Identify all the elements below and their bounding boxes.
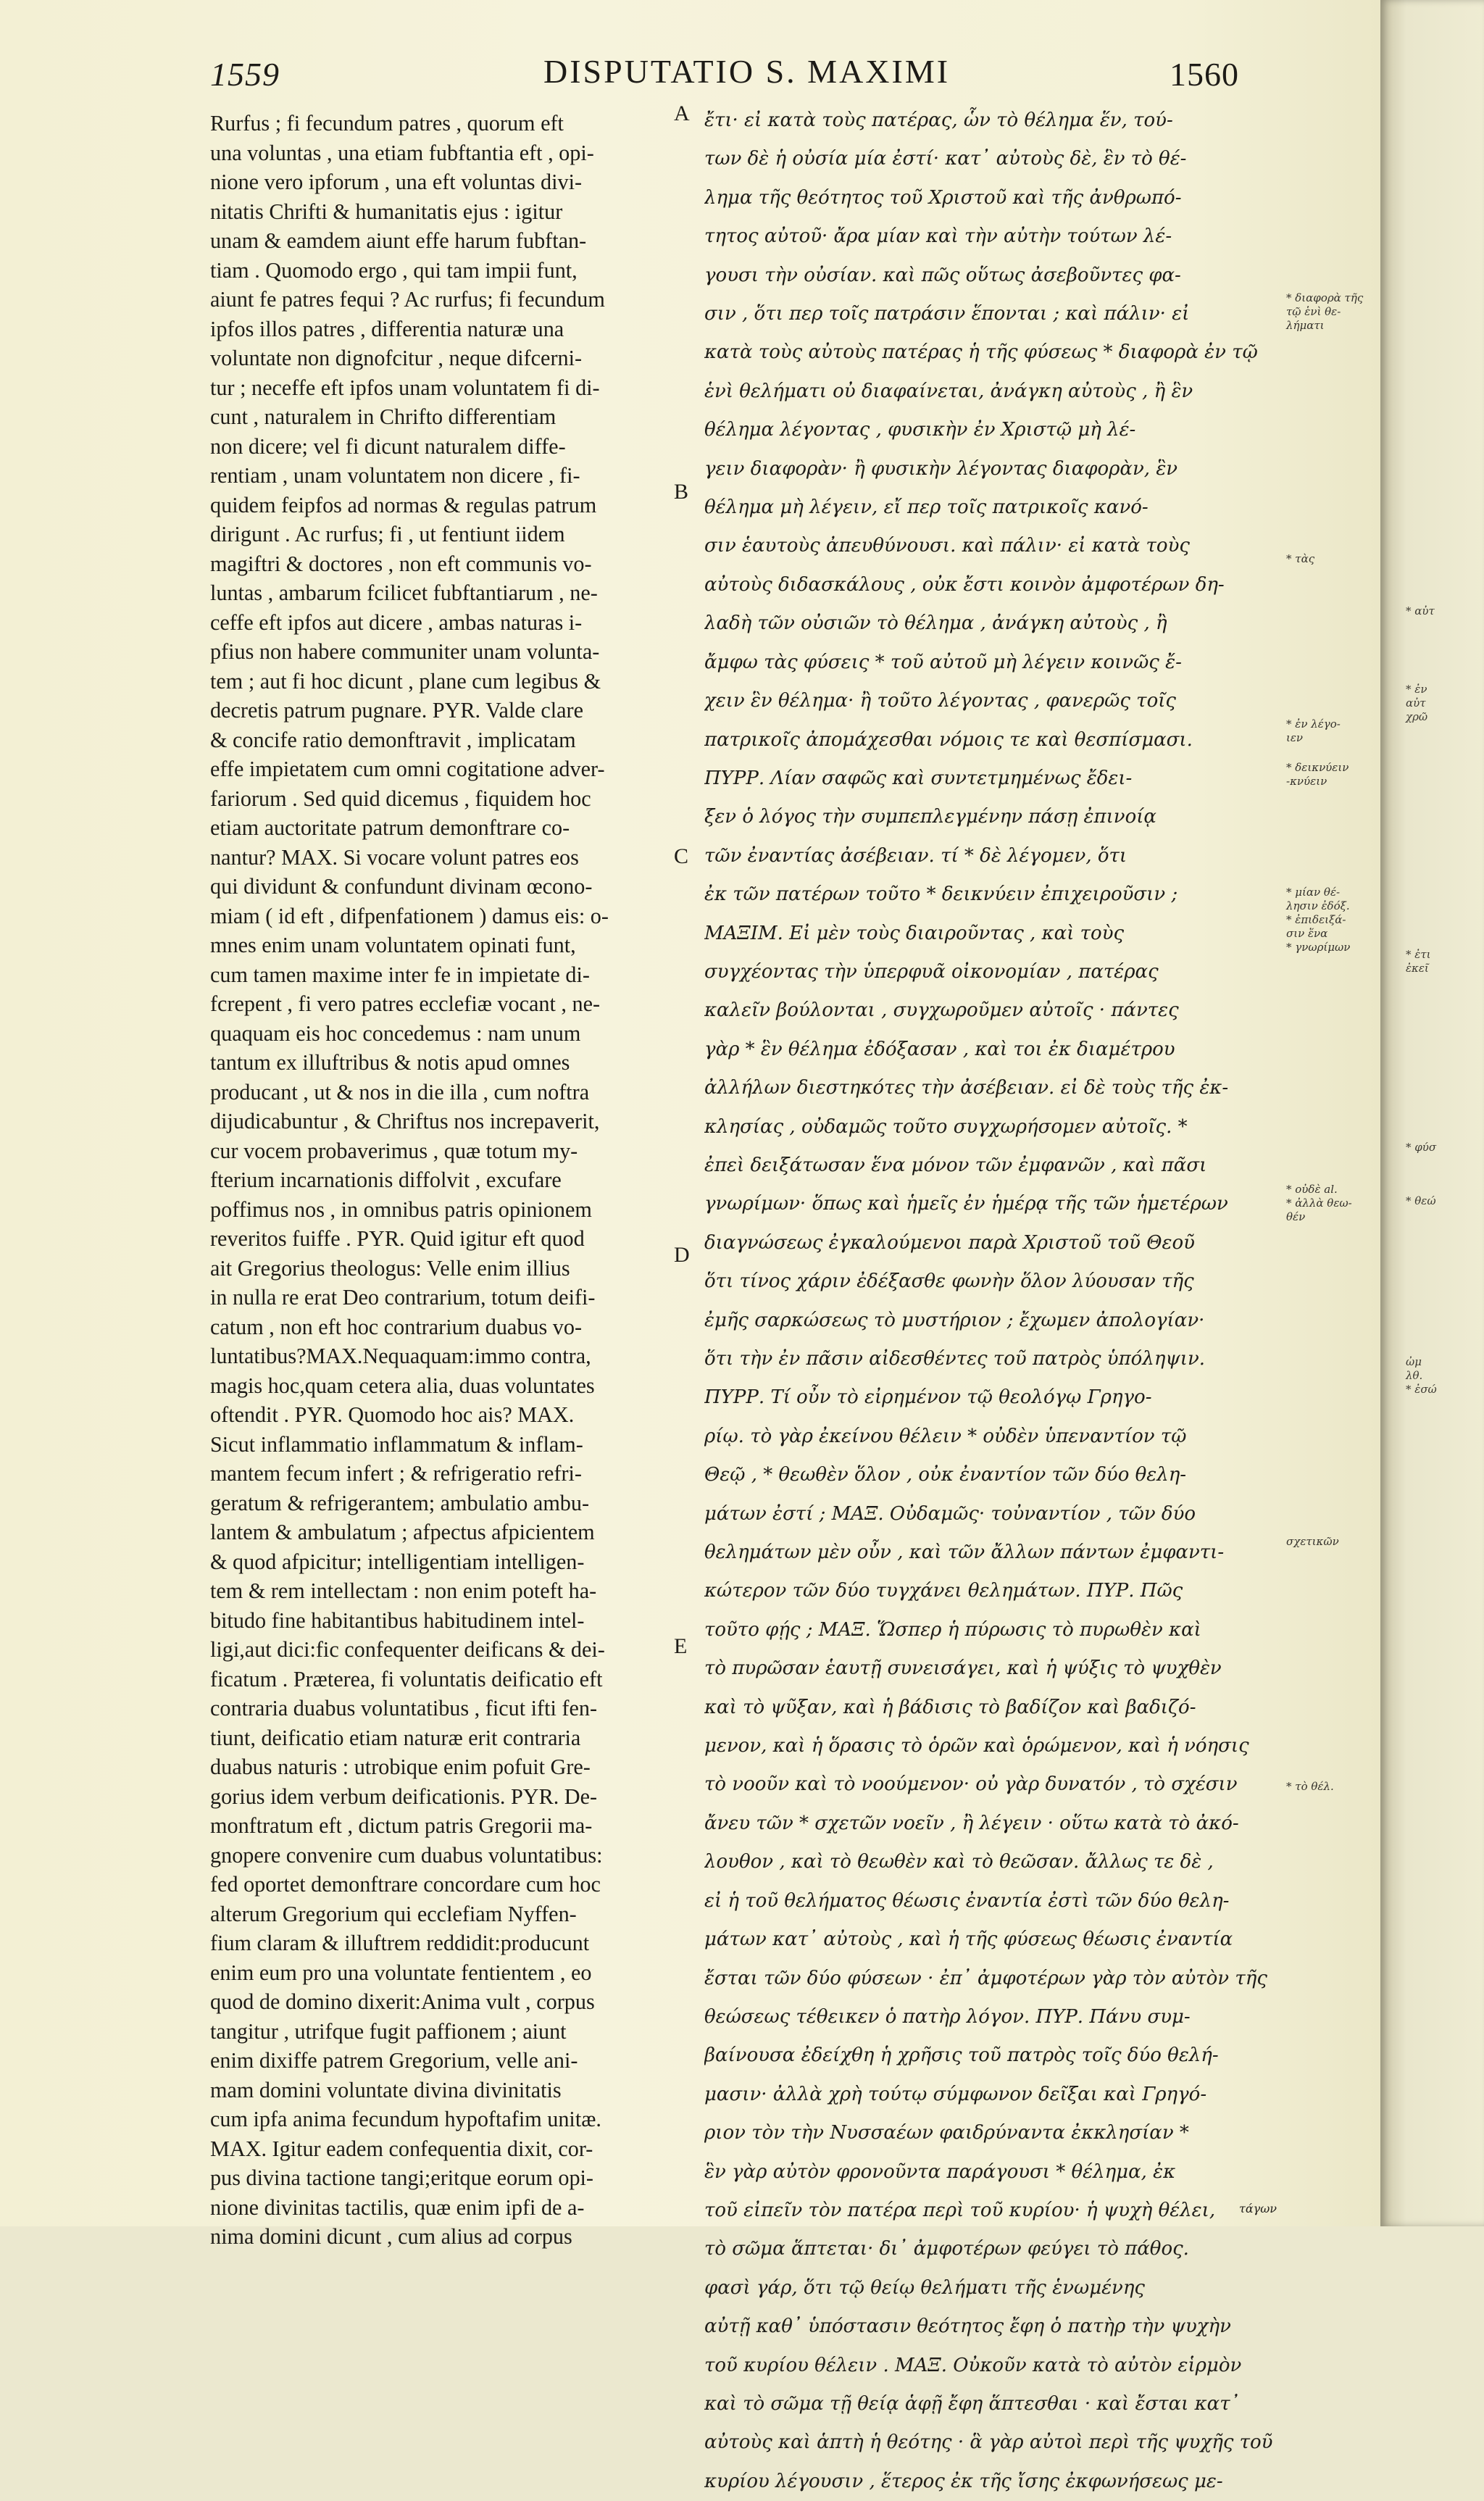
- latin-text-line: tem & rem intellectam : non enim poteft ha-: [210, 1578, 597, 1603]
- latin-text-line: ceffe eft ipfos aut dicere , ambas naturas i-: [210, 609, 583, 635]
- latin-text-line: ipfos illos patres , differentia naturæ una: [210, 316, 564, 341]
- latin-text-line: tangitur , utrifque fugit paffionem ; aiunt: [210, 2018, 567, 2044]
- greek-text-line: καλεῖν βούλονται , συγχωροῦμεν αὐτοῖς · πάντες: [704, 999, 1179, 1022]
- latin-text-line: catum , non eft hoc contrarium duabus vo-: [210, 1314, 583, 1339]
- greek-text-line: ΜΑΞΙΜ. Εἰ μὲν τοὺς διαιροῦντας , καὶ τοὺς: [704, 922, 1125, 944]
- latin-text-line: dirigunt . Ac rurfus; fi , ut fentiunt iidem: [210, 522, 565, 546]
- edge-note-line: * ἐσώ: [1406, 1383, 1437, 1396]
- greek-text-line: τητος αὐτοῦ· ἄρα μίαν καὶ τὴν αὐτὴν τούτων λέ-: [704, 225, 1172, 248]
- latin-text-line: mam domini voluntate divina divinitatis: [210, 2077, 562, 2102]
- greek-text-line: ριον τὸν τὴν Νυσσαέων φαιδρύναντα ἐκκλησίαν *: [704, 2122, 1189, 2144]
- latin-text-line: oftendit . PYR. Quomodo hoc ais? MAX.: [210, 1402, 575, 1427]
- latin-text-line: nione divinitas tactilis, quæ enim ipfi de a-: [210, 2194, 585, 2220]
- greek-text-line: των δὲ ἡ οὐσία μία ἐστί· κατ᾽ αὐτοὺς δὲ, ἓν τὸ θέ-: [704, 148, 1187, 170]
- greek-text-line: αὐτοὺς διδασκάλους , οὐκ ἔστι κοινὸν ἀμφοτέρων δη-: [704, 573, 1225, 596]
- edge-note-line: * αὐτ: [1406, 604, 1435, 617]
- greek-text-line: ἓν γὰρ αὐτὸν φρονοῦντα παράγουσι * θέλημα, ἐκ: [704, 2160, 1176, 2183]
- greek-text-line: αὐτῇ καθ᾽ ὑπόστασιν θεότητος ἔφη ὁ πατὴρ τὴν ψυχὴν: [704, 2315, 1231, 2338]
- greek-text-line: φασὶ γάρ, ὅτι τῷ θείῳ θελήματι τῆς ἑνωμένης: [704, 2276, 1145, 2299]
- latin-text-line: qui dividunt & confundunt divinam œcono-: [210, 874, 593, 899]
- edge-note: [1406, 683, 1482, 724]
- margin-note: [1286, 552, 1380, 566]
- greek-text-line: θέλημα λέγοντας , φυσικὴν ἐν Χριστῷ μὴ λέ-: [704, 419, 1136, 441]
- greek-text-line: μασιν· ἀλλὰ χρὴ τούτῳ σύμφωνον δεῖξαι καὶ Γρηγό-: [704, 2083, 1207, 2105]
- latin-text-line: fariorum . Sed quid dicemus , fiquidem hoc: [210, 786, 591, 811]
- margin-note-line: λήματι: [1286, 319, 1325, 332]
- margin-note-line: * δεικνύειν: [1286, 761, 1349, 774]
- latin-text-line: cum ipfa anima fecundum hypoftafim unitæ.: [210, 2107, 601, 2131]
- margin-note-line: τῷ ἑνὶ θε-: [1286, 305, 1341, 318]
- latin-text-line: fium claram & illuftrem reddidit:producunt: [210, 1931, 590, 1955]
- greek-text-line: λημα τῆς θεότητος τοῦ Χριστοῦ καὶ τῆς ἀνθρωπό-: [704, 186, 1182, 209]
- greek-column: [704, 101, 1288, 2501]
- latin-text-line: poffimus nos , in omnibus patris opinionem: [210, 1197, 592, 1222]
- greek-text-line: βαίνουσα ἐδείχθη ἡ χρῆσις τοῦ πατρὸς τοῖς δύο θελή-: [704, 2044, 1219, 2067]
- latin-text-line: ficatum . Præterea, fi voluntatis deificatio eft: [210, 1666, 603, 1691]
- latin-text-line: & concife ratio demonftravit , implicatam: [210, 727, 576, 752]
- latin-text-line: tiam . Quomodo ergo , qui tam impii funt,: [210, 257, 578, 283]
- greek-text-line: γνωρίμων· ὅπως καὶ ἡμεῖς ἐν ἡμέρᾳ τῆς τῶν ἡμετέρων: [704, 1193, 1228, 1215]
- running-title: DISPUTATIO S. MAXIMI: [543, 53, 951, 90]
- latin-text-line: gorius idem verbum deificationis. PYR. De-: [210, 1784, 598, 1809]
- latin-text-line: bitudo fine habitantibus habitudinem intel-: [210, 1607, 585, 1633]
- latin-column: [210, 109, 674, 2252]
- greek-text-line: τοῦτο φῄς ; ΜΑΞ. Ὥσπερ ἡ πύρωσις τὸ πυρωθὲν καὶ: [704, 1618, 1201, 1641]
- latin-text-line: Sicut inflammatio inflammatum & inflam-: [210, 1431, 583, 1457]
- latin-text-line: producant , ut & nos in die illa , cum noftra: [210, 1079, 590, 1104]
- edge-note: [1406, 948, 1482, 975]
- latin-text-line: nantur? MAX. Si vocare volunt patres eos: [210, 844, 579, 870]
- latin-text-line: ait Gregorius theologus: Velle enim illius: [210, 1255, 570, 1281]
- margin-note-line: -κνύειν: [1286, 775, 1327, 788]
- margin-note-line: * ἐν λέγο-: [1286, 717, 1341, 731]
- margin-note: [1286, 886, 1380, 954]
- latin-text-line: tiunt, deificatio etiam naturæ erit contraria: [210, 1725, 581, 1750]
- section-letter-b: B: [674, 480, 689, 504]
- latin-text-line: geratum & refrigerantem; ambulatio ambu-: [210, 1490, 590, 1515]
- greek-text-line: διαγνώσεως ἐγκαλούμενοι παρὰ Χριστοῦ τοῦ Θεοῦ: [704, 1231, 1195, 1254]
- latin-text-line: lantem & ambulatum ; afpectus afpicientem: [210, 1520, 595, 1544]
- greek-text-line: ἀλλήλων διεστηκότες τὴν ἀσέβειαν. εἰ δὲ τοὺς τῆς ἐκ-: [704, 1077, 1229, 1099]
- latin-text-line: non dicere; vel fi dicunt naturalem diffe-: [210, 433, 566, 459]
- greek-text-line: ἑνὶ θελήματι οὐ διαφαίνεται, ἀνάγκη αὐτοὺς , ἢ ἓν: [704, 380, 1193, 402]
- margin-note: [1286, 291, 1380, 333]
- latin-text-line: fterium incarnationis diffolvit , excufare: [210, 1168, 562, 1192]
- latin-text-line: nitatis Chrifti & humanitatis ejus : igitur: [210, 199, 563, 224]
- greek-text-line: γὰρ * ἓν θέλημα ἐδόξασαν , καὶ τοι ἐκ διαμέτρου: [704, 1038, 1175, 1060]
- greek-text-line: τὸ πυρῶσαν ἑαυτῇ συνεισάγει, καὶ ἡ ψύξις τὸ ψυχθὲν: [704, 1657, 1222, 1680]
- latin-text-line: in nulla re erat Deo contrarium, totum deifi-: [210, 1285, 596, 1310]
- edge-note-line: λθ.: [1406, 1369, 1423, 1382]
- latin-text-line: magis hoc,quam cetera alia, duas voluntates: [210, 1373, 595, 1398]
- greek-text-line: ἔσται τῶν δύο φύσεων · ἐπ᾽ ἀμφοτέρων γὰρ τὸν αὐτὸν τῆς: [704, 1967, 1267, 1989]
- greek-text-line: κυρίου λέγουσιν , ἕτερος ἐκ τῆς ἴσης ἐκφωνήσεως με-: [704, 2470, 1223, 2492]
- edge-note-line: * ἐν: [1406, 683, 1427, 696]
- greek-text-line: κλησίας , οὐδαμῶς τοῦτο συγχωρήσομεν αὐτοῖς. *: [704, 1115, 1188, 1138]
- latin-text-line: alterum Gregorium qui ecclefiam Nyffen-: [210, 1901, 577, 1926]
- greek-text-line: ξεν ὁ λόγος τὴν συμπεπλεγμένην πάσῃ ἐπινοίᾳ: [704, 806, 1156, 828]
- margin-note-line: * ἐπιδειξά-: [1286, 913, 1346, 926]
- margin-note: [1286, 717, 1380, 745]
- edge-note: [1406, 1355, 1482, 1397]
- greek-text-line: λαδὴ τῶν οὐσιῶν τὸ θέλημα , ἀνάγκη αὐτοὺς , ἢ: [704, 612, 1167, 635]
- greek-text-line: ὅτι τὴν ἐν πᾶσιν αἰδεσθέντες τοῦ πατρὸς ὑπόληψιν.: [704, 1348, 1206, 1370]
- greek-text-line: αὐτοὺς καὶ ἁπτὴ ἡ θεότης · ἃ γὰρ αὐτοὶ περὶ τῆς ψυχῆς τοῦ: [704, 2431, 1273, 2454]
- margin-note: [1286, 1183, 1380, 1224]
- latin-text-line: quaquam eis hoc concedemus : nam unum: [210, 1020, 581, 1046]
- greek-text-line: κατὰ τοὺς αὐτοὺς πατέρας ἡ τῆς φύσεως * διαφορὰ ἐν τῷ: [704, 341, 1258, 364]
- greek-text-line: τοῦ κυρίου θέλειν . ΜΑΞ. Οὐκοῦν κατὰ τὸ αὐτὸν εἱρμὸν: [704, 2354, 1242, 2376]
- greek-text-line: καὶ τὸ σῶμα τῇ θείᾳ ἁφῇ ἔφη ἅπτεσθαι · καὶ ἔσται κατ᾽: [704, 2392, 1240, 2415]
- latin-text-line: ligi,aut dici:fic confequenter deificans & dei-: [210, 1637, 605, 1662]
- latin-text-line: fed oportet demonftrare concordare cum hoc: [210, 1872, 601, 1897]
- edge-note-line: ἐκεῖ: [1406, 962, 1429, 975]
- latin-text-line: enim dixiffe patrem Gregorium, velle ani-: [210, 2048, 578, 2073]
- greek-text-line: ἐκ τῶν πατέρων τοῦτο * δεικνύειν ἐπιχειροῦσιν ;: [704, 883, 1178, 906]
- edge-note: [1406, 604, 1482, 618]
- edge-note-line: χρῶ: [1406, 710, 1428, 723]
- greek-text-line: ἄμφω τὰς φύσεις * τοῦ αὐτοῦ μὴ λέγειν κοινῶς ἔ-: [704, 651, 1182, 673]
- greek-text-line: καὶ τὸ ψῦξαν, καὶ ἡ βάδισις τὸ βαδίζον καὶ βαδιζό-: [704, 1696, 1196, 1718]
- margin-note-line: * τὰς: [1286, 552, 1315, 565]
- latin-text-line: miam ( id eft , difpenfationem ) damus eis: o-: [210, 903, 609, 928]
- greek-text-line: ἐμῆς σαρκώσεως τὸ μυστήριον ; ἔχωμεν ἀπολογίαν·: [704, 1309, 1205, 1331]
- section-letter-e: E: [674, 1634, 688, 1658]
- latin-text-line: effe impietatem cum omni cogitatione adver-: [210, 757, 605, 781]
- margin-note-line: * τὸ θέλ.: [1286, 1780, 1334, 1793]
- margin-note-line: θέν: [1286, 1210, 1306, 1223]
- margin-note-line: * διαφορὰ τῆς: [1286, 291, 1364, 304]
- greek-text-line: πατρικοῖς ἀπομάχεσθαι νόμοις τε καὶ θεσπίσμασι.: [704, 728, 1193, 751]
- latin-text-line: MAX. Igitur eadem confequentia dixit, cor-: [210, 2136, 593, 2161]
- greek-text-line: τὸ σῶμα ἅπτεται· δι᾽ ἀμφοτέρων φεύγει τὸ πάθος.: [704, 2238, 1189, 2260]
- section-letter-d: D: [674, 1243, 690, 1267]
- latin-text-line: duabus naturis : utrobique enim pofuit Gre-: [210, 1755, 591, 1779]
- margin-note: [1286, 761, 1380, 788]
- latin-text-line: gnopere convenire cum duabus voluntatibus:: [210, 1842, 603, 1868]
- greek-text-line: ἐπεὶ δειξάτωσαν ἕνα μόνον τῶν ἐμφανῶν , καὶ πᾶσι: [704, 1154, 1207, 1176]
- latin-text-line: pfius non habere communiter unam volunta-: [210, 639, 600, 664]
- greek-text-line: χειν ἓν θέλημα· ἢ τοῦτο λέγοντας , φανερῶς τοῖς: [704, 690, 1176, 712]
- latin-text-line: dijudicabuntur , & Chriftus nos increpaverit,: [210, 1109, 600, 1133]
- greek-text-line: μενον, καὶ ἡ ὅρασις τὸ ὁρῶν καὶ ὁρώμενον, καὶ ἡ νόησις: [704, 1735, 1249, 1757]
- margin-note-line: ιεν: [1286, 731, 1304, 744]
- latin-text-line: fcrepent , fi vero patres ecclefiæ vocant , ne-: [210, 991, 601, 1016]
- latin-text-line: contraria duabus voluntatibus , ficut ifti fen-: [210, 1696, 598, 1720]
- greek-text-line: ἔτι· εἰ κατὰ τοὺς πατέρας, ὧν τὸ θέλημα ἕν, τού-: [704, 109, 1173, 131]
- page-number-left: 1559: [210, 56, 280, 93]
- greek-text-line: λουθον , καὶ τὸ θεωθὲν καὶ τὸ θεῶσαν. ἄλλως τε δὲ ,: [704, 1851, 1214, 1873]
- greek-text-line: Θεῷ , * θεωθὲν ὅλον , οὐκ ἐναντίον τῶν δύο θελη-: [704, 1464, 1187, 1486]
- greek-text-line: κώτερον τῶν δύο τυγχάνει θελημάτων. ΠΥΡ. Πῶς: [704, 1580, 1183, 1602]
- latin-text-line: aiunt fe patres fequi ? Ac rurfus; fi fecundum: [210, 287, 605, 312]
- margin-note-line: σιν ἕνα: [1286, 927, 1328, 940]
- edge-note: [1406, 1141, 1482, 1154]
- greek-text-line: εἰ ἡ τοῦ θελήματος θέωσις ἐναντία ἐστὶ τῶν δύο θελη-: [704, 1889, 1230, 1912]
- latin-text-line: nione vero ipforum , una eft voluntas divi-: [210, 170, 583, 194]
- greek-text-line: γουσι τὴν οὐσίαν. καὶ πῶς οὕτως ἀσεβοῦντες φα-: [704, 264, 1181, 286]
- greek-text-line: τοῦ εἰπεῖν τὸν πατέρα περὶ τοῦ κυρίου· ἡ ψυχὴ θέλει,: [704, 2199, 1216, 2221]
- latin-text-line: mantem fecum infert ; & refrigeratio refri-: [210, 1461, 582, 1486]
- latin-text-line: & quod afpicitur; intelligentiam intelligen-: [210, 1549, 585, 1574]
- greek-text-line: γειν διαφορὰν· ἢ φυσικὴν λέγοντας διαφορὰν, ἓν: [704, 457, 1178, 480]
- latin-text-line: decretis patrum pugnare. PYR. Valde clare: [210, 698, 583, 723]
- greek-text-line: θέλημα μὴ λέγειν, εἴ περ τοῖς πατρικοῖς κανό-: [704, 496, 1149, 519]
- latin-text-line: luntatibus?MAX.Nequaquam:immo contra,: [210, 1344, 591, 1368]
- greek-text-line: θελημάτων μὲν οὖν , καὶ τῶν ἄλλων πάντων ἐμφαντι-: [704, 1541, 1225, 1564]
- greek-text-line: ὅτι τίνος χάριν ἐδέξασθε φωνὴν ὅλον λύουσαν τῆς: [704, 1270, 1194, 1293]
- greek-text-line: τὸ νοοῦν καὶ τὸ νοούμενον· οὐ γὰρ δυνατόν , τὸ σχέσιν: [704, 1773, 1238, 1796]
- latin-text-line: tem ; aut fi hoc dicunt , plane cum legibus &: [210, 668, 601, 694]
- greek-text-line: μάτων κατ᾽ αὐτοὺς , καὶ ἡ τῆς φύσεως θέωσις ἐναντία: [704, 1928, 1233, 1951]
- edge-note-line: ὠμ: [1406, 1355, 1422, 1368]
- latin-text-line: tur ; neceffe eft ipfos unam voluntatem fi di-: [210, 375, 600, 400]
- latin-text-line: Rurfus ; fi fecundum patres , quorum eft: [210, 111, 564, 136]
- latin-text-line: etiam auctoritate patrum demonftrare co-: [210, 815, 570, 840]
- margin-note-line: * ἀλλὰ θεω-: [1286, 1197, 1352, 1210]
- latin-text-line: cunt , naturalem in Chrifto differentiam: [210, 404, 556, 429]
- greek-text-line: ΠΥΡΡ. Τί οὖν τὸ εἰρημένον τῷ θεολόγῳ Γρηγο-: [704, 1386, 1152, 1409]
- greek-catchword: τάγων: [1239, 2202, 1277, 2215]
- margin-note-line: * γνωρίμων: [1286, 941, 1351, 954]
- page-header: [210, 52, 1239, 103]
- greek-text-line: θεώσεως τέθεικεν ὁ πατὴρ λόγον. ΠΥΡ. Πάνυ συμ-: [704, 2005, 1191, 2028]
- next-page-edge: [1380, 0, 1484, 2226]
- latin-text-line: rentiam , unam voluntatem non dicere , fi-: [210, 463, 580, 488]
- margin-note: [1286, 1535, 1380, 1549]
- latin-text-line: magiftri & doctores , non eft communis vo-: [210, 551, 592, 576]
- latin-text-line: mnes enim unam voluntatem opinati funt,: [210, 933, 576, 957]
- latin-text-line: quod de domino dixerit:Anima vult , corpus: [210, 1989, 595, 2014]
- page-number-right: 1560: [1170, 56, 1239, 93]
- greek-text-line: σιν , ὅτι περ τοῖς πατράσιν ἕπονται ; καὶ πάλιν· εἰ: [704, 303, 1190, 325]
- margin-note-line: σχετικῶν: [1286, 1535, 1339, 1548]
- edge-note: [1406, 1194, 1482, 1208]
- latin-text-line: enim eum pro una voluntate fentientem , eo: [210, 1960, 592, 1985]
- margin-note-line: * μίαν θέ-: [1286, 886, 1341, 899]
- latin-text-line: cum tamen maxime inter fe in impietate di-: [210, 962, 590, 987]
- greek-text-line: συγχέοντας τὴν ὑπερφυᾶ οἰκονομίαν , πατέρας: [704, 960, 1159, 983]
- edge-note-line: * ἐτι: [1406, 948, 1431, 961]
- latin-text-line: unam & eamdem aiunt effe harum fubftan-: [210, 228, 587, 253]
- latin-text-line: nima domini dicunt , cum alius ad corpus: [210, 2224, 572, 2249]
- edge-note-line: * φύσ: [1406, 1141, 1437, 1154]
- latin-text-line: pus divina tactione tangi;eritque eorum opi-: [210, 2165, 593, 2190]
- section-letter-c: C: [674, 844, 689, 868]
- greek-text-line: ρίῳ. τὸ γὰρ ἐκείνου θέλειν * οὐδὲν ὑπεναντίον τῷ: [704, 1425, 1187, 1447]
- greek-text-line: μάτων ἐστί ; ΜΑΞ. Οὐδαμῶς· τοὐναντίον , τῶν δύο: [704, 1502, 1196, 1525]
- margin-note-line: λησιν ἐδόξ.: [1286, 899, 1350, 912]
- greek-text-line: σιν ἑαυτοὺς ἀπευθύνουσι. καὶ πάλιν· εἰ κατὰ τοὺς: [704, 535, 1190, 557]
- latin-text-line: quidem feipfos ad normas & regulas patrum: [210, 492, 597, 517]
- latin-text-line: una voluntas , una etiam fubftantia eft , opi-: [210, 140, 594, 165]
- margin-note: [1286, 1780, 1380, 1794]
- latin-text-line: tantum ex illuftribus & notis apud omnes: [210, 1050, 570, 1075]
- greek-text-line: ἄνευ τῶν * σχετῶν νοεῖν , ἢ λέγειν · οὕτω κατὰ τὸ ἀκό-: [704, 1812, 1239, 1834]
- latin-text-line: monftratum eft , dictum patris Gregorii ma-: [210, 1813, 593, 1838]
- edge-note-line: * θεώ: [1406, 1194, 1436, 1207]
- latin-text-line: voluntate non dignofcitur , neque difcerni-: [210, 346, 583, 370]
- latin-text-line: cur vocem probaverimus , quæ totum my-: [210, 1138, 578, 1163]
- edge-note-line: αὐτ: [1406, 696, 1426, 709]
- greek-text-line: τῶν ἐναντίας ἀσέβειαν. τί * δὲ λέγομεν, ὅτι: [704, 844, 1127, 867]
- greek-text-line: ΠΥΡΡ. Λίαν σαφῶς καὶ συντετμημένως ἔδει-: [704, 767, 1133, 789]
- margin-note-line: * οὐδὲ al.: [1286, 1183, 1338, 1196]
- latin-text-line: reveritos fuiffe . PYR. Quid igitur eft quod: [210, 1226, 585, 1251]
- latin-text-line: luntas , ambarum fcilicet fubftantiarum , ne-: [210, 580, 598, 605]
- section-letter-a: A: [674, 101, 690, 125]
